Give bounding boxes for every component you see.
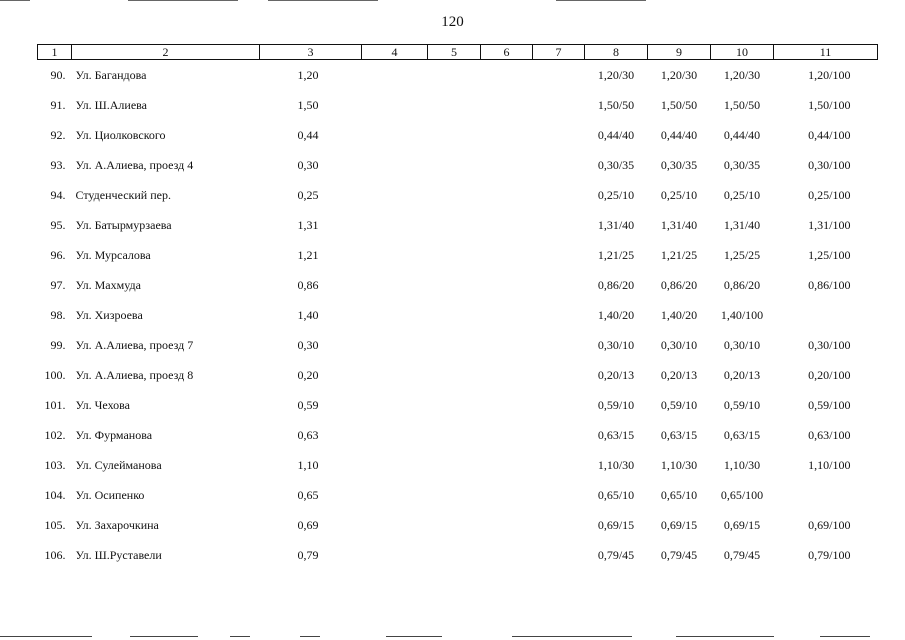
- cell-col3: 0,63: [297, 428, 319, 442]
- cell-col10: 0,69/15: [723, 518, 761, 532]
- cell-col10: 1,31/40: [723, 218, 761, 232]
- cell-col11: 0,79/100: [808, 548, 851, 562]
- cell-col5: [428, 480, 481, 510]
- table-row: [38, 180, 878, 210]
- scan-bottom-edge: [230, 636, 250, 637]
- cell-col6: [481, 240, 533, 270]
- column-header: 4: [362, 45, 428, 60]
- scan-bottom-edge: [0, 636, 92, 637]
- cell-col3: 0,65: [297, 488, 319, 502]
- cell-col11: 0,69/100: [808, 518, 851, 532]
- cell-col3: 1,21: [297, 248, 319, 262]
- cell-col4: [362, 540, 428, 570]
- cell-col7: [533, 510, 585, 540]
- table-row: [38, 150, 878, 180]
- cell-col9: 0,30/10: [660, 338, 698, 352]
- column-header: 1: [38, 45, 72, 60]
- cell-col3: 1,50: [297, 98, 319, 112]
- cell-col4: [362, 150, 428, 180]
- cell-col6: [481, 510, 533, 540]
- cell-col11: 1,10/100: [808, 458, 851, 472]
- cell-col11: [774, 480, 878, 510]
- table-row: [38, 510, 878, 540]
- cell-col7: [533, 270, 585, 300]
- cell-col8: 0,65/10: [597, 488, 635, 502]
- row-number: 102.: [44, 428, 66, 442]
- cell-col5: [428, 180, 481, 210]
- cell-col10: 0,25/10: [723, 188, 761, 202]
- cell-col6: [481, 150, 533, 180]
- cell-col3: 1,31: [297, 218, 319, 232]
- cell-col4: [362, 60, 428, 91]
- street-name: Ул. Хизроева: [75, 308, 143, 322]
- cell-col6: [481, 330, 533, 360]
- cell-col5: [428, 420, 481, 450]
- cell-col4: [362, 300, 428, 330]
- cell-col4: [362, 330, 428, 360]
- column-header: 9: [648, 45, 711, 60]
- table-row: [38, 60, 878, 91]
- cell-col7: [533, 90, 585, 120]
- cell-col5: [428, 270, 481, 300]
- cell-col3: 1,10: [297, 458, 319, 472]
- cell-col6: [481, 90, 533, 120]
- cell-col4: [362, 120, 428, 150]
- cell-col8: 1,31/40: [597, 218, 635, 232]
- cell-col6: [481, 270, 533, 300]
- cell-col4: [362, 390, 428, 420]
- cell-col5: [428, 450, 481, 480]
- cell-col8: 1,10/30: [597, 458, 635, 472]
- cell-col5: [428, 300, 481, 330]
- scan-bottom-edge: [130, 636, 198, 637]
- cell-col10: 0,44/40: [723, 128, 761, 142]
- cell-col9: 0,25/10: [660, 188, 698, 202]
- row-number: 96.: [50, 248, 66, 262]
- scan-bottom-edge: [820, 636, 870, 637]
- row-number: 104.: [44, 488, 66, 502]
- cell-col3: 0,86: [297, 278, 319, 292]
- cell-col9: 1,20/30: [660, 68, 698, 82]
- column-header: 8: [585, 45, 648, 60]
- table-row: [38, 270, 878, 300]
- table-row: [38, 300, 878, 330]
- scan-bottom-edge: [386, 636, 442, 637]
- cell-col11: 0,59/100: [808, 398, 851, 412]
- roads-table: [37, 44, 878, 570]
- scan-bottom-edge: [512, 636, 632, 637]
- cell-col9: 0,44/40: [660, 128, 698, 142]
- cell-col4: [362, 210, 428, 240]
- cell-col6: [481, 180, 533, 210]
- column-header: 10: [711, 45, 774, 60]
- row-number: 92.: [50, 128, 66, 142]
- cell-col10: 0,59/10: [723, 398, 761, 412]
- cell-col7: [533, 210, 585, 240]
- cell-col10: 0,63/15: [723, 428, 761, 442]
- cell-col4: [362, 180, 428, 210]
- cell-col10: 1,20/30: [723, 68, 761, 82]
- row-number: 98.: [50, 308, 66, 322]
- cell-col6: [481, 450, 533, 480]
- cell-col5: [428, 210, 481, 240]
- cell-col5: [428, 540, 481, 570]
- street-name: Ул. Ш.Алиева: [75, 98, 147, 112]
- cell-col6: [481, 480, 533, 510]
- cell-col10: 0,86/20: [723, 278, 761, 292]
- cell-col4: [362, 240, 428, 270]
- cell-col6: [481, 540, 533, 570]
- column-header: 7: [533, 45, 585, 60]
- cell-col9: 1,31/40: [660, 218, 698, 232]
- street-name: Ул. Багандова: [75, 68, 147, 82]
- table-row: [38, 360, 878, 390]
- table-row: [38, 480, 878, 510]
- table-row: [38, 390, 878, 420]
- street-name: Ул. Ш.Руставели: [75, 548, 162, 562]
- street-name: Ул. Батырмурзаева: [75, 218, 172, 232]
- cell-col8: 0,30/35: [597, 158, 635, 172]
- row-number: 95.: [50, 218, 66, 232]
- cell-col8: 1,50/50: [597, 98, 635, 112]
- cell-col7: [533, 120, 585, 150]
- cell-col7: [533, 390, 585, 420]
- cell-col6: [481, 390, 533, 420]
- cell-col5: [428, 120, 481, 150]
- scan-top-edge-mid: [128, 0, 238, 1]
- row-number: 91.: [50, 98, 66, 112]
- column-header: 6: [481, 45, 533, 60]
- cell-col8: 1,20/30: [597, 68, 635, 82]
- cell-col9: 0,63/15: [660, 428, 698, 442]
- cell-col6: [481, 120, 533, 150]
- street-name: Ул. Мурсалова: [75, 248, 151, 262]
- cell-col10: 0,30/10: [723, 338, 761, 352]
- cell-col4: [362, 420, 428, 450]
- cell-col11: 0,25/100: [808, 188, 851, 202]
- cell-col9: 1,10/30: [660, 458, 698, 472]
- cell-col7: [533, 450, 585, 480]
- cell-col11: [774, 300, 878, 330]
- table-header-row: [38, 45, 878, 60]
- cell-col7: [533, 330, 585, 360]
- table-row: [38, 540, 878, 570]
- street-name: Ул. Захарочкина: [75, 518, 159, 532]
- row-number: 106.: [44, 548, 66, 562]
- street-name: Ул. Циолковского: [75, 128, 166, 142]
- cell-col8: 0,20/13: [597, 368, 635, 382]
- cell-col3: 1,20: [297, 68, 319, 82]
- cell-col4: [362, 480, 428, 510]
- row-number: 94.: [50, 188, 66, 202]
- cell-col7: [533, 150, 585, 180]
- cell-col5: [428, 510, 481, 540]
- cell-col3: 0,25: [297, 188, 319, 202]
- cell-col8: 0,69/15: [597, 518, 635, 532]
- cell-col6: [481, 210, 533, 240]
- row-number: 105.: [44, 518, 66, 532]
- cell-col8: 0,86/20: [597, 278, 635, 292]
- cell-col10: 1,50/50: [723, 98, 761, 112]
- street-name: Ул. А.Алиева, проезд 4: [75, 158, 194, 172]
- cell-col11: 0,63/100: [808, 428, 851, 442]
- street-name: Ул. Фурманова: [75, 428, 153, 442]
- row-number: 97.: [50, 278, 66, 292]
- row-number: 93.: [50, 158, 66, 172]
- cell-col7: [533, 60, 585, 91]
- cell-col11: 1,25/100: [808, 248, 851, 262]
- table-row: [38, 450, 878, 480]
- cell-col9: 1,21/25: [660, 248, 698, 262]
- row-number: 90.: [50, 68, 66, 82]
- cell-col9: 0,69/15: [660, 518, 698, 532]
- cell-col7: [533, 420, 585, 450]
- cell-col9: 0,65/10: [660, 488, 698, 502]
- street-name: Ул. А.Алиева, проезд 8: [75, 368, 194, 382]
- cell-col4: [362, 510, 428, 540]
- cell-col4: [362, 90, 428, 120]
- scan-bottom-edge: [300, 636, 320, 637]
- cell-col5: [428, 360, 481, 390]
- cell-col6: [481, 420, 533, 450]
- cell-col8: 0,63/15: [597, 428, 635, 442]
- cell-col8: 0,44/40: [597, 128, 635, 142]
- row-number: 103.: [44, 458, 66, 472]
- cell-col11: 1,20/100: [808, 68, 851, 82]
- cell-col10: 0,79/45: [723, 548, 761, 562]
- cell-col4: [362, 270, 428, 300]
- cell-col10: 0,20/13: [723, 368, 761, 382]
- cell-col11: 0,20/100: [808, 368, 851, 382]
- cell-col8: 0,30/10: [597, 338, 635, 352]
- cell-col4: [362, 360, 428, 390]
- cell-col9: 1,50/50: [660, 98, 698, 112]
- cell-col8: 1,21/25: [597, 248, 635, 262]
- cell-col7: [533, 240, 585, 270]
- table-row: [38, 330, 878, 360]
- cell-col7: [533, 300, 585, 330]
- cell-col9: 0,59/10: [660, 398, 698, 412]
- cell-col7: [533, 540, 585, 570]
- cell-col10: 1,40/100: [720, 308, 764, 322]
- cell-col9: 0,86/20: [660, 278, 698, 292]
- table-row: [38, 240, 878, 270]
- cell-col10: 1,10/30: [723, 458, 761, 472]
- cell-col6: [481, 360, 533, 390]
- street-name: Ул. Сулейманова: [75, 458, 162, 472]
- cell-col11: 0,86/100: [808, 278, 851, 292]
- cell-col5: [428, 90, 481, 120]
- row-number: 101.: [44, 398, 66, 412]
- cell-col11: 0,44/100: [808, 128, 851, 142]
- cell-col6: [481, 60, 533, 91]
- street-name: Ул. Махмуда: [75, 278, 141, 292]
- cell-col7: [533, 180, 585, 210]
- cell-col11: 0,30/100: [808, 158, 851, 172]
- cell-col11: 1,50/100: [808, 98, 851, 112]
- table-row: [38, 210, 878, 240]
- column-header: 5: [428, 45, 481, 60]
- cell-col9: 0,20/13: [660, 368, 698, 382]
- row-number: 100.: [44, 368, 66, 382]
- street-name: Ул. А.Алиева, проезд 7: [75, 338, 194, 352]
- table-row: [38, 90, 878, 120]
- cell-col7: [533, 480, 585, 510]
- cell-col3: 0,44: [297, 128, 319, 142]
- cell-col4: [362, 450, 428, 480]
- cell-col10: 1,25/25: [723, 248, 761, 262]
- street-name: Ул. Осипенко: [75, 488, 145, 502]
- cell-col8: 0,25/10: [597, 188, 635, 202]
- cell-col5: [428, 390, 481, 420]
- cell-col11: 1,31/100: [808, 218, 851, 232]
- cell-col8: 1,40/20: [597, 308, 635, 322]
- column-header: 11: [774, 45, 878, 60]
- cell-col5: [428, 60, 481, 91]
- cell-col3: 0,30: [297, 338, 319, 352]
- column-header: 2: [72, 45, 260, 60]
- cell-col3: 1,40: [297, 308, 319, 322]
- row-number: 99.: [50, 338, 66, 352]
- cell-col10: 0,65/100: [720, 488, 764, 502]
- page-number: 120: [441, 14, 464, 30]
- scan-top-edge-right2: [556, 0, 646, 1]
- cell-col6: [481, 300, 533, 330]
- street-name: Студенческий пер.: [75, 188, 171, 202]
- scan-top-edge-right: [268, 0, 378, 1]
- column-header: 3: [260, 45, 362, 60]
- table-row: [38, 120, 878, 150]
- table-row: [38, 420, 878, 450]
- cell-col5: [428, 330, 481, 360]
- scan-top-edge-left: [0, 0, 30, 1]
- cell-col8: 0,59/10: [597, 398, 635, 412]
- cell-col5: [428, 240, 481, 270]
- scan-bottom-edge: [676, 636, 774, 637]
- cell-col7: [533, 360, 585, 390]
- cell-col3: 0,79: [297, 548, 319, 562]
- cell-col3: 0,69: [297, 518, 319, 532]
- cell-col3: 0,20: [297, 368, 319, 382]
- cell-col9: 0,30/35: [660, 158, 698, 172]
- cell-col10: 0,30/35: [723, 158, 761, 172]
- street-name: Ул. Чехова: [75, 398, 130, 412]
- cell-col8: 0,79/45: [597, 548, 635, 562]
- table-body: [38, 60, 878, 571]
- cell-col5: [428, 150, 481, 180]
- cell-col9: 1,40/20: [660, 308, 698, 322]
- cell-col3: 0,30: [297, 158, 319, 172]
- cell-col9: 0,79/45: [660, 548, 698, 562]
- cell-col3: 0,59: [297, 398, 319, 412]
- cell-col11: 0,30/100: [808, 338, 851, 352]
